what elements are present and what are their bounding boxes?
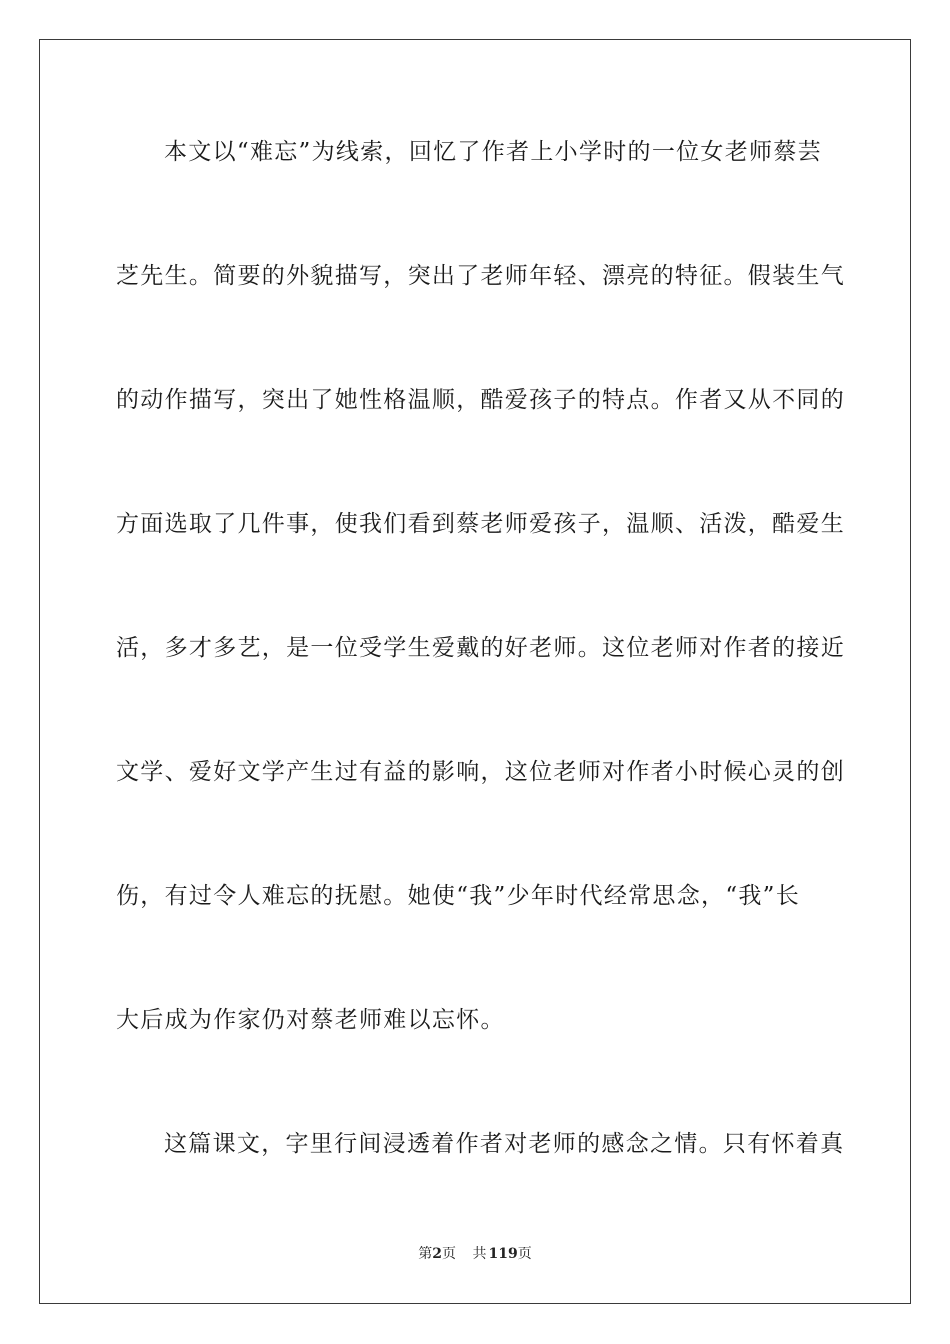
- paragraph-1-line-4: 方面选取了几件事，使我们看到蔡老师爱孩子，温顺、活泼，酷爱生: [116, 511, 845, 537]
- page-footer: [0, 1244, 950, 1264]
- paragraph-1-line-8: 大后成为作家仍对蔡老师难以忘怀。: [116, 1007, 505, 1033]
- paragraph-1-line-2: 芝先生。简要的外貌描写，突出了老师年轻、漂亮的特征。假装生气: [116, 263, 845, 289]
- paragraph-1-line-1: 本文以“难忘”为线索，回忆了作者上小学时的一位女老师蔡芸: [164, 139, 822, 165]
- paragraph-1-line-3: 的动作描写，突出了她性格温顺，酷爱孩子的特点。作者又从不同的: [116, 387, 845, 413]
- paragraph-2-line-1: 这篇课文，字里行间浸透着作者对老师的感念之情。只有怀着真: [164, 1131, 845, 1157]
- page-prefix: 第: [418, 1246, 433, 1262]
- total-suffix: 页: [517, 1246, 532, 1262]
- paragraph-1-line-6: 文学、爱好文学产生过有益的影响，这位老师对作者小时候心灵的创: [116, 759, 845, 785]
- page-suffix: 页: [442, 1246, 457, 1262]
- paragraph-1-line-5: 活，多才多艺，是一位受学生爱戴的好老师。这位老师对作者的接近: [116, 635, 845, 661]
- total-pages: 119: [488, 1246, 518, 1262]
- total-prefix: 共: [472, 1246, 487, 1262]
- page-indicator: [418, 1246, 456, 1262]
- page-number: 2: [432, 1246, 443, 1262]
- paragraph-1-line-7: 伤，有过令人难忘的抚慰。她使“我”少年时代经常思念，“我”长: [116, 883, 801, 909]
- page-border: [39, 39, 911, 1304]
- total-pages-indicator: [472, 1246, 531, 1262]
